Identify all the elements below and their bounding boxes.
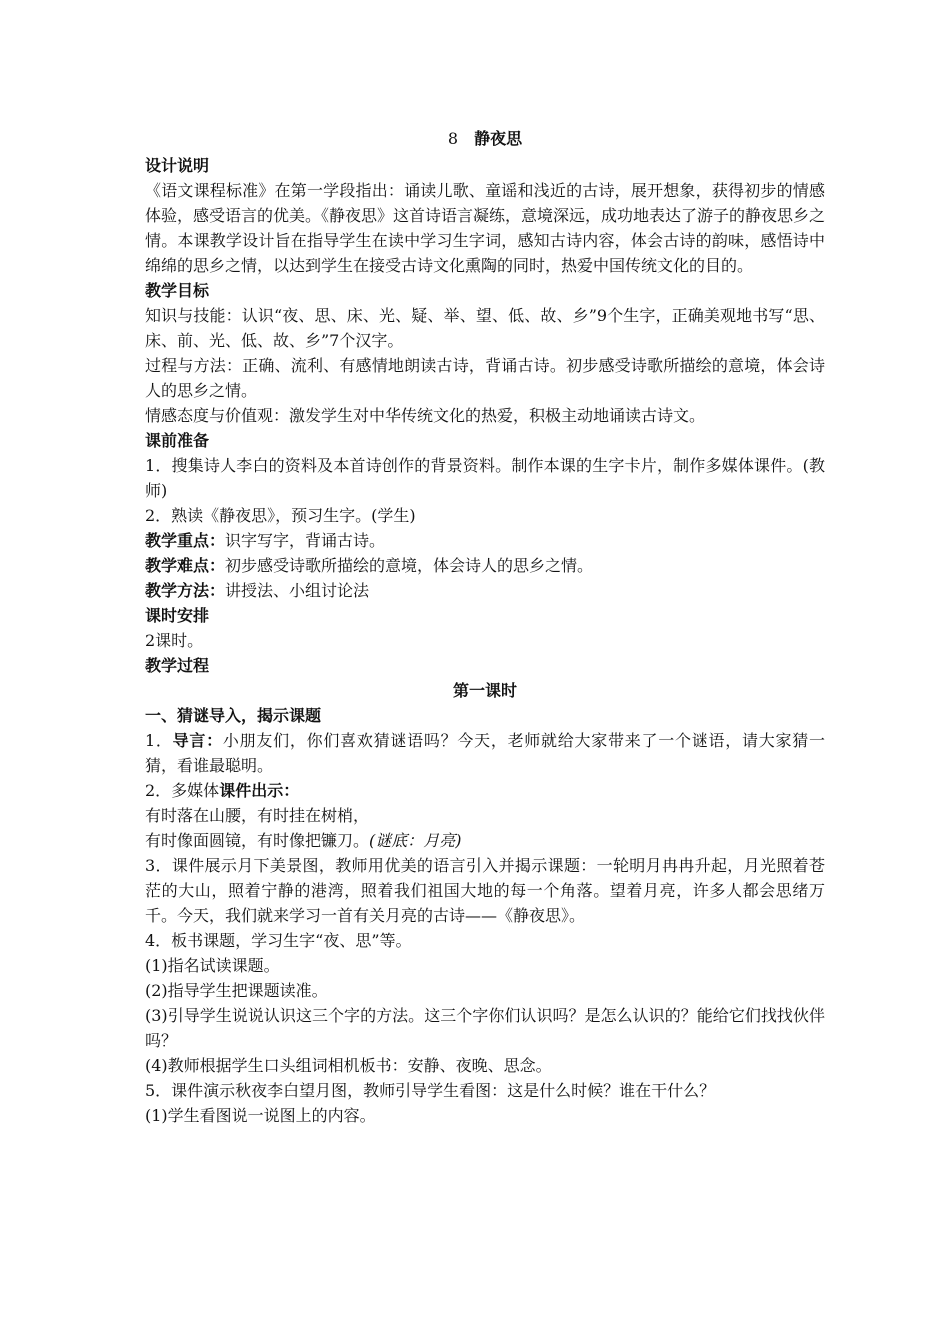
difficult-points-label: 教学难点：: [145, 556, 226, 575]
step-4-sub-2: (2)指导学生把课题读准。: [145, 981, 328, 1000]
heading-teaching-goals: 教学目标: [145, 281, 210, 300]
key-points: [145, 528, 825, 553]
teaching-methods-label: 教学方法：: [145, 581, 226, 600]
step-1-label: 导言：: [172, 731, 223, 750]
key-points-label: 教学重点：: [145, 531, 226, 550]
step-4-sub-1: (1)指名试读课题。: [145, 956, 280, 975]
heading-part-one: 一、猜谜导入，揭示课题: [145, 706, 322, 725]
teaching-methods: [145, 578, 825, 603]
design-notes-paragraph: 《语文课程标准》在第一学段指出：诵读儿歌、童谣和浅近的古诗，展开想象，获得初步的情感体验，感受语言的优美。《静夜思》这首诗语言凝练，意境深远，成功地表达了游子的静夜思乡之情。本课教学设计旨在指导学生在读中学习生字词，感知古诗内容，体会古诗的韵味，感悟诗中绵绵的思乡之情，以达到学生在接受古诗文化熏陶的同时，热爱中国传统文化的目的。: [145, 181, 826, 275]
prep-item-2: 2．熟读《静夜思》，预习生字。(学生): [145, 506, 416, 525]
step-4-sub-4: (4)教师根据学生口头组词相机板书：安静、夜晚、思念。: [145, 1056, 552, 1075]
step-2-num: 2．多媒体: [145, 781, 220, 800]
heading-preparation: 课前准备: [145, 431, 210, 450]
step-3: 3．课件展示月下美景图，教师用优美的语言引入并揭示课题：一轮明月冉冉升起，月光照着苍茫的大山，照着宁静的港湾，照着我们祖国大地的每一个角落。望着月亮，许多人都会思绪万千。今天，我们就来学习一首有关月亮的古诗——《静夜思》。: [145, 856, 825, 925]
difficult-points: [145, 553, 825, 578]
lesson-number: 8: [447, 129, 459, 148]
riddle-line-1: 有时落在山腰，有时挂在树梢，: [145, 806, 370, 825]
step-1-text: 小朋友们，你们喜欢猜谜语吗？今天，老师就给大家带来了一个谜语，请大家猜一猜，看谁最聪明。: [145, 731, 825, 775]
key-points-text: 识字写字，背诵古诗。: [225, 531, 386, 550]
schedule-text: 2课时。: [145, 631, 204, 650]
step-1: [145, 728, 825, 778]
prep-item-1: 1．搜集诗人李白的资料及本首诗创作的背景资料。制作本课的生字卡片，制作多媒体课件。(教师): [145, 456, 825, 500]
document-title: [145, 126, 825, 152]
document-page: [145, 126, 825, 1128]
step-4: 4．板书课题，学习生字“夜、思”等。: [145, 931, 412, 950]
step-2: [145, 778, 825, 803]
goal-process: 过程与方法：正确、流利、有感情地朗读古诗，背诵古诗。初步感受诗歌所描绘的意境，体会诗人的思乡之情。: [145, 356, 825, 400]
lesson-one-title: 第一课时: [452, 681, 517, 700]
lesson-title: 静夜思: [474, 129, 523, 148]
goal-emotion: 情感态度与价值观：激发学生对中华传统文化的热爱，积极主动地诵读古诗文。: [145, 406, 706, 425]
step-4-sub-3: (3)引导学生说说认识这三个字的方法。这三个字你们认识吗？是怎么认识的？能给它们找找伙伴吗？: [145, 1006, 825, 1050]
heading-design-notes: 设计说明: [145, 156, 210, 175]
heading-schedule: 课时安排: [145, 606, 210, 625]
riddle-line-2: [145, 828, 825, 853]
riddle-line-2-text: 有时像面圆镜，有时像把镰刀。: [145, 831, 370, 850]
heading-teaching-process: 教学过程: [145, 656, 210, 675]
teaching-methods-text: 讲授法、小组讨论法: [225, 581, 370, 600]
step-5-sub-1: (1)学生看图说一说图上的内容。: [145, 1106, 376, 1125]
riddle-answer: (谜底：月亮): [369, 831, 462, 850]
step-1-num: 1．: [145, 731, 173, 750]
goal-knowledge: 知识与技能：认识“夜、思、床、光、疑、举、望、低、故、乡”9个生字，正确美观地书写“思、床、前、光、低、故、乡”7个汉字。: [145, 306, 825, 350]
step-2-label: 课件出示：: [219, 781, 300, 800]
step-5: 5．课件演示秋夜李白望月图，教师引导学生看图：这是什么时候？谁在干什么？: [145, 1081, 716, 1100]
difficult-points-text: 初步感受诗歌所描绘的意境，体会诗人的思乡之情。: [225, 556, 594, 575]
